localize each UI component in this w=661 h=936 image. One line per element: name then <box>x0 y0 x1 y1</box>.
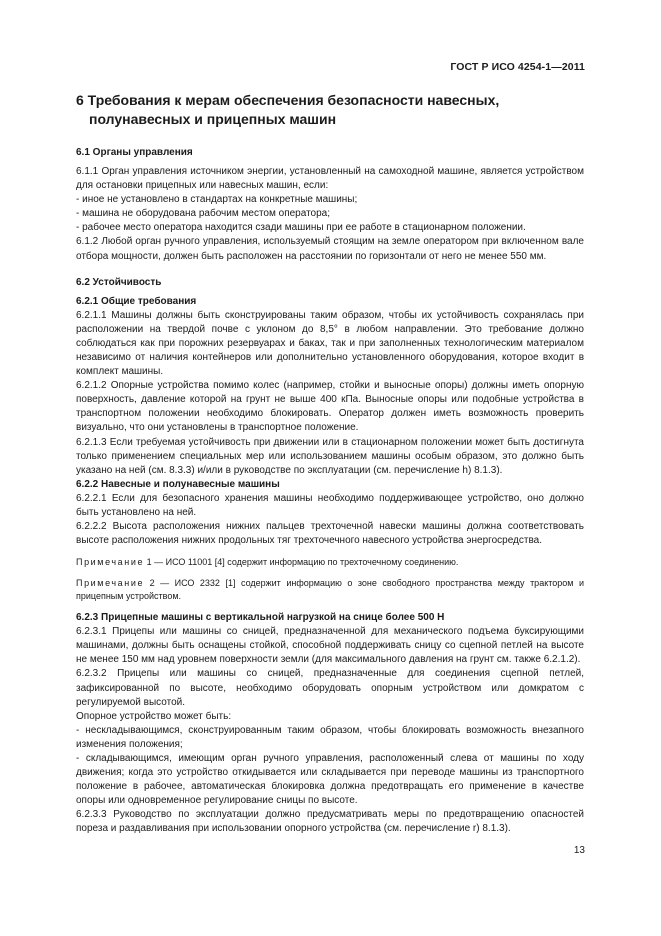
list-item: - складывающимся, имеющим орган ручного управления, расположенный слева от машины по ходу движения; когда это устройство откидывается или складывается при переводе машины из транспортного положение в рабочее, автоматическая блокировка должна предотвращать его применение в качестве опоры или одновременное регулирование сницы по высоте. <box>76 753 584 807</box>
section-title-line2: полунавесных и прицепных машин <box>89 111 337 127</box>
para-6-2-1-2: 6.2.1.2 Опорные устройства помимо колес (например, стойки и выносные опоры) должны иметь опорную поверхность, давление которой на грунт не выше 400 кПа. Выносные опоры или подобные устройства в транспортном положении необходимо блокировать. Оператор должен иметь возможность проверить визуально, что они установлены в транспортное положение. <box>76 380 584 434</box>
para-6-2-3-1: 6.2.3.1 Прицепы или машины со сницей, предназначенной для механического подъема буксирующими машинами, должны быть оснащены стойкой, способной поддерживать сницу со сцепной петлей на высоте не менее 150 мм над уровнем поверхности земли (для максимального давления на грунт см. также 6.2.1.2). <box>76 626 584 666</box>
note-1 <box>76 556 584 569</box>
note-2 <box>76 577 584 603</box>
list-item: - машина не оборудована рабочим местом оператора; <box>76 208 330 220</box>
para-6-2-2-2: 6.2.2.2 Высота расположения нижних пальцев трехточечной навески машины должна соответствовать высоте расположения нижних продольных тяг трехточечного навесного устройства энергосредства. <box>76 520 584 547</box>
para-support-intro: Опорное устройство может быть: <box>76 710 232 722</box>
para-6-2-2-1: 6.2.2.1 Если для безопасного хранения машины необходимо поддерживающее устройство, оно должно быть установлено на ней. <box>76 492 584 518</box>
section-title-line1: 6 Требования к мерам обеспечения безопасности навесных, <box>76 92 500 108</box>
subsection-6-2-title: 6.2 Устойчивость <box>76 276 162 288</box>
subsection-6-2-2-title: 6.2.2 Навесные и полунавесные машины <box>76 478 280 490</box>
para-6-1-2: 6.1.2 Любой орган ручного управления, используемый стоящим на земле оператором при включенном вале отбора мощности, должен быть расположен на расстоянии по горизонтали от него не менее 550 мм. <box>76 236 584 262</box>
note-2-text: 2 — ИСО 2332 [1] содержит информацию о зоне свободного пространства между трактором и прицепным устройством. <box>76 578 584 602</box>
section-title <box>76 91 584 129</box>
para-6-2-1-3: 6.2.1.3 Если требуемая устойчивость при движении или в стационарном положении может быть достигнута только применением специальных мер или использованием машины особым образом, это должно быть указано на ней (см. 8.3.3) и/или в руководстве по эксплуатации (см. перечисление h) 8.1.3). <box>76 436 584 476</box>
subsection-6-2-3-title: 6.2.3 Прицепные машины с вертикальной нагрузкой на снице более 500 Н <box>76 612 445 624</box>
page-number: 13 <box>573 845 585 856</box>
para-6-2-1-1: 6.2.1.1 Машины должны быть сконструированы таким образом, чтобы их устойчивость сохранялась при расположении на твердой почве с уклоном до 8,5° в любом направлении. Это требование должно соблюдаться как при порожних резервуарах и баках, так и при заполненных технологическим материалом независимо от наличия контейнеров или дополнительно установленного оборудования, которое входит в комплект машины. <box>76 309 584 378</box>
subsection-6-1-title: 6.1 Органы управления <box>76 147 193 158</box>
standard-header: ГОСТ Р ИСО 4254-1—2011 <box>450 61 585 73</box>
para-6-1-1-text: 6.1.1 Орган управления источником энергии, установленный на самоходной машине, является устройством для остановки прицепных или навесных машин, если: <box>76 166 584 192</box>
list-item: - рабочее место оператора находится сзади машины при ее работе в стационарном положении. <box>76 222 526 234</box>
note-1-text: 1 — ИСО 11001 [4] содержит информацию по трехточечному соединению. <box>144 557 459 568</box>
para-6-1-1 <box>76 165 584 193</box>
page-content <box>76 91 584 837</box>
list-item: - иное не установлено в стандартах на конкретные машины; <box>76 194 358 206</box>
para-6-2-3-3: 6.2.3.3 Руководство по эксплуатации должно предусматривать меры по предотвращению опасностей пореза и раздавливания при использовании опорного устройства (см. перечисление r) 8.1.3). <box>76 809 584 835</box>
para-6-2-3-2: 6.2.3.2 Прицепы или машины со сницей, предназначенные для соединения сцепной петлей, зафиксированной по высоте, необходимо оборудовать опорным устройством или домкратом с регулируемой высотой. <box>76 668 584 708</box>
subsection-6-2-1-title: 6.2.1 Общие требования <box>76 295 197 307</box>
list-item: - нескладывающимся, сконструированным таким образом, чтобы блокировать возможность внезапного изменения положения; <box>76 724 584 750</box>
note-1-label: Примечание <box>76 557 145 568</box>
note-2-label: Примечание <box>76 578 145 589</box>
